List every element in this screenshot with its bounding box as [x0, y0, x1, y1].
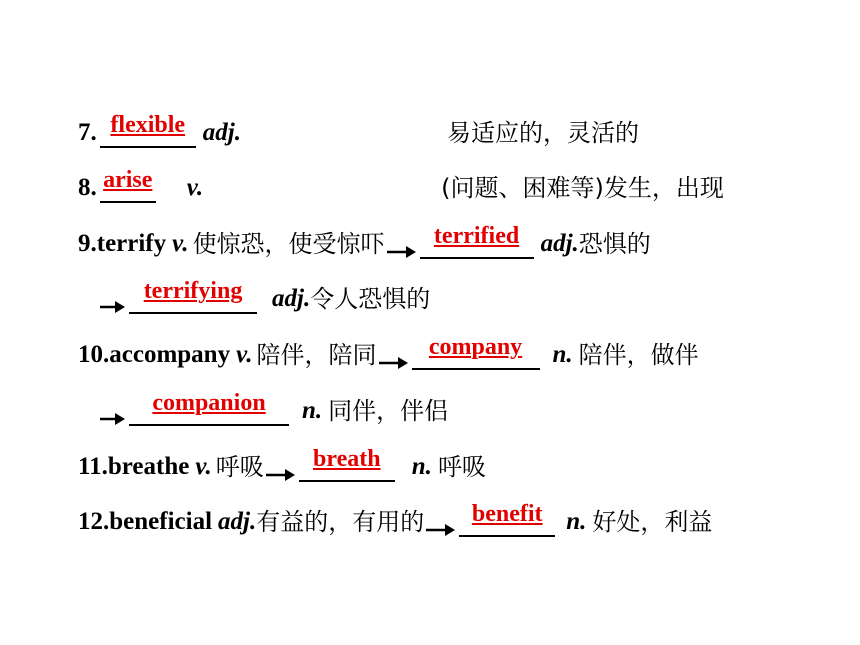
item-number: 12.: [78, 508, 110, 535]
right-arrow-icon: [386, 245, 416, 259]
meaning-text: 易适应的，灵活的: [446, 119, 639, 147]
right-arrow-icon: [378, 356, 408, 370]
part-of-speech: n.: [552, 341, 573, 368]
vocab-item-10-derived: [98, 386, 448, 426]
meaning-text: 恐惧的: [578, 230, 651, 258]
meaning-text: 好处，利益: [592, 508, 713, 536]
part-of-speech: adj.: [272, 285, 311, 312]
vocab-item-9-derived: [98, 274, 430, 314]
answer-text: benefit: [471, 501, 543, 527]
answer-text: arise: [103, 167, 153, 193]
right-arrow-icon: [265, 468, 295, 482]
answer-blank: [420, 223, 534, 259]
headword: breathe: [107, 453, 190, 480]
answer-blank: [100, 167, 156, 203]
meaning-text: 有益的，有用的: [256, 508, 425, 536]
part-of-speech: v.: [186, 174, 204, 201]
item-number: 11.: [78, 453, 108, 480]
meaning-text: 令人恐惧的: [310, 285, 431, 313]
answer-text: company: [428, 334, 523, 360]
vocab-item-12: [78, 497, 712, 537]
part-of-speech: adj.: [540, 230, 579, 257]
part-of-speech: v.: [172, 230, 189, 257]
meaning-text: 陪伴，做伴: [578, 341, 699, 369]
answer-text: breath: [313, 446, 381, 472]
answer-text: flexible: [110, 112, 186, 138]
vocab-item-10: [78, 330, 699, 370]
answer-blank: [459, 501, 555, 537]
part-of-speech: v.: [236, 341, 253, 368]
answer-blank: [299, 446, 395, 482]
right-arrow-icon: [99, 300, 125, 314]
part-of-speech: n.: [566, 508, 587, 535]
part-of-speech: adj.: [202, 119, 241, 146]
part-of-speech: v.: [195, 453, 212, 480]
answer-text: terrified: [433, 223, 520, 249]
part-of-speech: adj.: [218, 508, 257, 535]
item-number: 8.: [78, 174, 97, 201]
meaning-text: 同伴，伴侣: [328, 397, 449, 425]
item-number: 10.: [78, 341, 110, 368]
item-number: 9.: [78, 230, 97, 257]
answer-blank: [412, 334, 540, 370]
meaning-text: 呼吸: [215, 453, 264, 481]
meaning-text: 呼吸: [437, 453, 486, 481]
vocab-item-9: [78, 219, 651, 259]
vocab-item-7: [78, 108, 639, 148]
vocab-item-11: [78, 442, 486, 482]
answer-blank: [100, 112, 196, 148]
part-of-speech: n.: [411, 453, 432, 480]
right-arrow-icon: [99, 412, 125, 426]
meaning-text: 使惊恐，使受惊吓: [192, 230, 385, 258]
vocab-item-8: [78, 163, 724, 203]
part-of-speech: n.: [302, 397, 323, 424]
meaning-text: 陪伴，陪同: [256, 341, 377, 369]
headword: beneficial: [109, 508, 213, 535]
answer-text: terrifying: [143, 278, 243, 304]
headword: accompany: [109, 341, 231, 368]
right-arrow-icon: [425, 523, 455, 537]
answer-blank: [129, 390, 289, 426]
headword: terrify: [96, 230, 167, 257]
meaning-text: (问题、困难等)发生，出现: [441, 174, 724, 202]
answer-text: companion: [152, 390, 266, 416]
item-number: 7.: [78, 119, 97, 146]
answer-blank: [129, 278, 257, 314]
